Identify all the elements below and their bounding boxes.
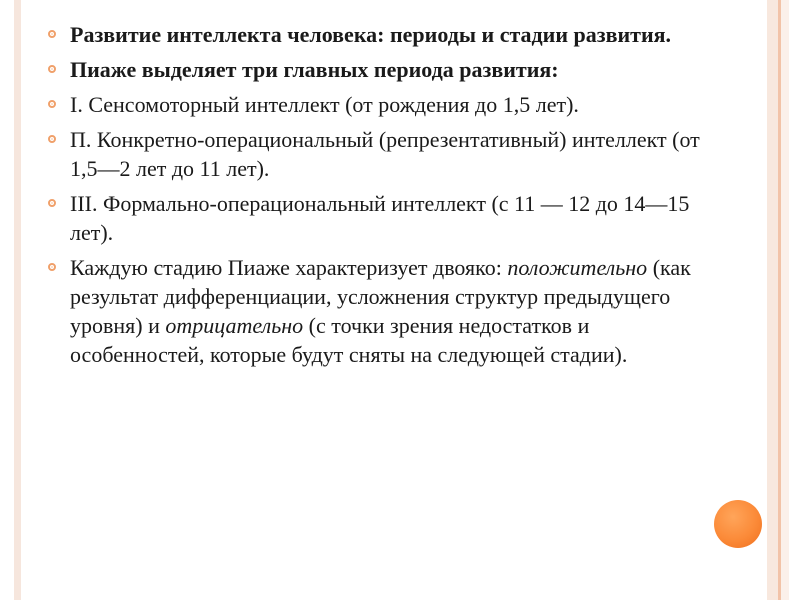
bullet-circle-icon [48, 100, 56, 108]
bullet-text-part: Каждую стадию Пиаже характеризует двояко: [70, 255, 508, 280]
bullet-text: Пиаже выделяет три главных периода развития: [70, 57, 559, 82]
bullet-item-formal-operational [40, 189, 720, 247]
bullet-circle-icon [48, 30, 56, 38]
bullet-text-italic-positive: положительно [507, 255, 648, 280]
bullet-item-title [40, 20, 720, 49]
bullet-list [40, 20, 720, 369]
bullet-text-italic-negative: отрицательно [165, 313, 304, 338]
bullet-circle-icon [48, 135, 56, 143]
bullet-text: П. Конкретно-операциональный (репрезентативный) интеллект (от 1,5—2 лет до 11 лет). [70, 127, 700, 181]
bullet-item-characterization [40, 253, 720, 369]
bullet-circle-icon [48, 199, 56, 207]
bullet-item-periods [40, 55, 720, 84]
bullet-circle-icon [48, 263, 56, 271]
bullet-circle-icon [48, 65, 56, 73]
bullet-text: III. Формально-операциональный интеллект (с 11 — 12 до 14—15 лет). [70, 191, 690, 245]
border-band [781, 0, 789, 600]
bullet-item-sensorimotor [40, 90, 720, 119]
bullet-text: Развитие интеллекта человека: периоды и стадии развития. [70, 22, 672, 47]
bullet-text: I. Сенсомоторный интеллект (от рождения до 1,5 лет). [70, 92, 579, 117]
border-band [789, 0, 800, 600]
bullet-text-part: (с точки зрения недостатков и особенностей, которые будут сняты на следующей стадии). [70, 313, 628, 367]
border-band [767, 0, 778, 600]
right-border-decoration [767, 0, 800, 600]
left-border-decoration [14, 0, 21, 600]
orange-circle-decoration [714, 500, 762, 548]
bullet-item-concrete-operational [40, 125, 720, 183]
bullet-text-part: (как результат дифференциации, усложнения структур предыдущего уровня) и [70, 255, 691, 338]
slide-content [40, 20, 720, 375]
